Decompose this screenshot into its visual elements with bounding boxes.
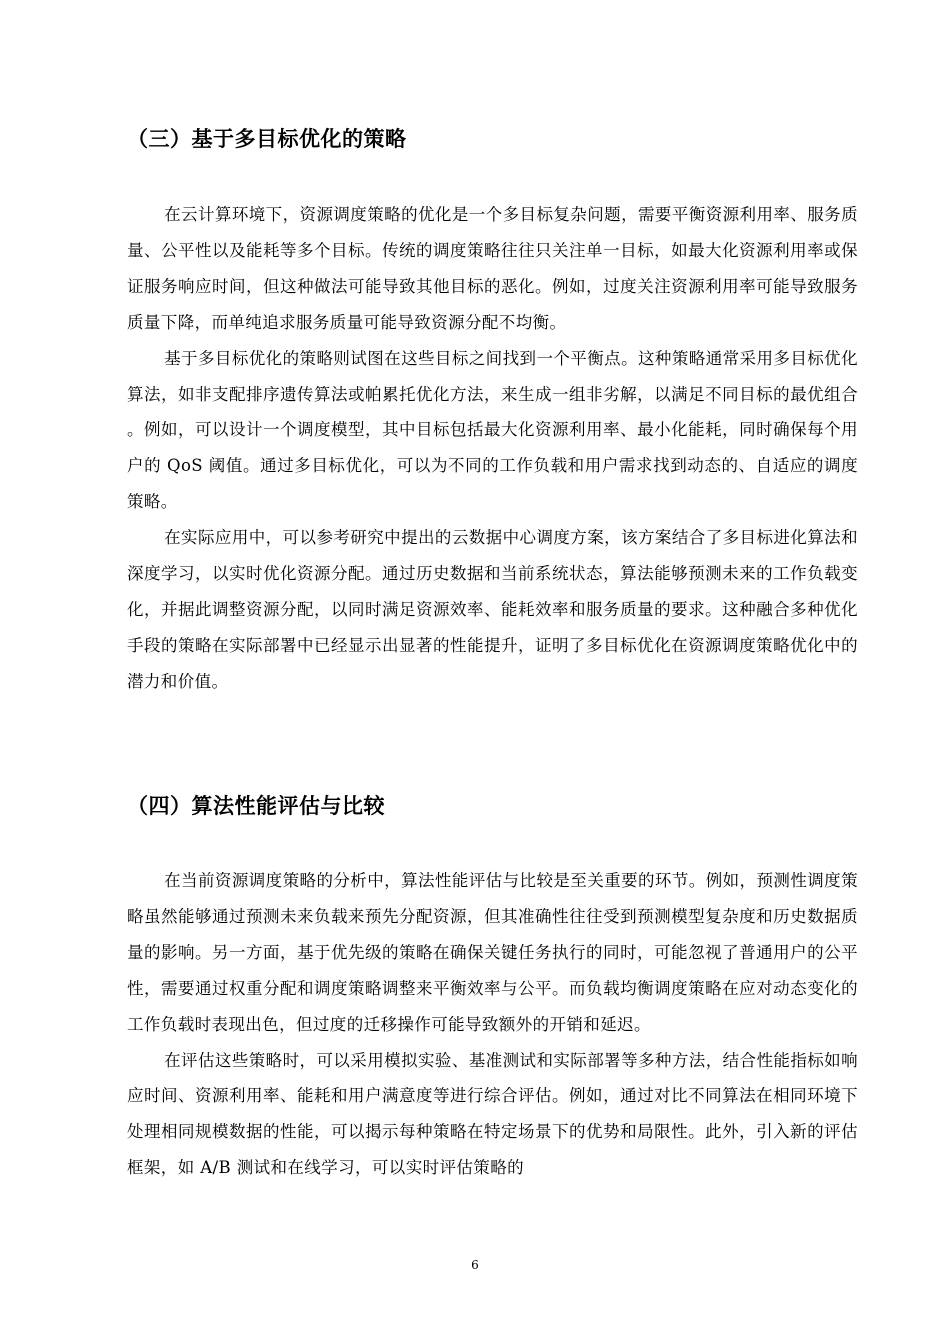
section-heading-4: （四）算法性能评估与比较 — [127, 794, 385, 818]
paragraph: 在评估这些策略时，可以采用模拟实验、基准测试和实际部署等多种方法，结合性能指标如响应时间、资源利用率、能耗和用户满意度等进行综合评估。例如，通过对比不同算法在相同环境下处理相同规模数据的性能，可以揭示每种策略在特定场景下的优势和局限性。此外，引入新的评估框架，如 A/B 测试和在线学习，可以实时评估策略的 — [127, 1050, 858, 1178]
section-heading-3: （三）基于多目标优化的策略 — [127, 127, 407, 151]
paragraph: 在实际应用中，可以参考研究中提出的云数据中心调度方案，该方案结合了多目标进化算法和深度学习，以实时优化资源分配。通过历史数据和当前系统状态，算法能够预测未来的工作负载变化，并据此调整资源分配，以同时满足资源效率、能耗效率和服务质量的要求。这种融合多种优化手段的策略在实际部署中已经显示出显著的性能提升，证明了多目标优化在资源调度策略优化中的潜力和价值。 — [127, 528, 858, 691]
page-number: 6 — [471, 1258, 479, 1272]
paragraph: 在云计算环境下，资源调度策略的优化是一个多目标复杂问题，需要平衡资源利用率、服务质量、公平性以及能耗等多个目标。传统的调度策略往往只关注单一目标，如最大化资源利用率或保证服务响应时间，但这种做法可能导致其他目标的恶化。例如，过度关注资源利用率可能导致服务质量下降，而单纯追求服务质量可能导致资源分配不均衡。 — [127, 205, 858, 332]
section-body-4 — [127, 863, 858, 1186]
paragraph: 在当前资源调度策略的分析中，算法性能评估与比较是至关重要的环节。例如，预测性调度策略虽然能够通过预测未来负载来预先分配资源，但其准确性往往受到预测模型复杂度和历史数据质量的影响。另一方面，基于优先级的策略在确保关键任务执行的同时，可能忽视了普通用户的公平性，需要通过权重分配和调度策略调整来平衡效率与公平。而负载均衡调度策略在应对动态变化的工作负载时表现出色，但过度的迁移操作可能导致额外的开销和延迟。 — [127, 871, 858, 1034]
section-body-3 — [127, 197, 858, 700]
paragraph: 基于多目标优化的策略则试图在这些目标之间找到一个平衡点。这种策略通常采用多目标优化算法，如非支配排序遗传算法或帕累托优化方法，来生成一组非劣解，以满足不同目标的最优组合。例如，可以设计一个调度模型，其中目标包括最大化资源利用率、最小化能耗，同时确保每个用户的 QoS 阈值。通过多目标优化，可以为不同的工作负载和用户需求找到动态的、自适应的调度策略。 — [127, 348, 858, 512]
